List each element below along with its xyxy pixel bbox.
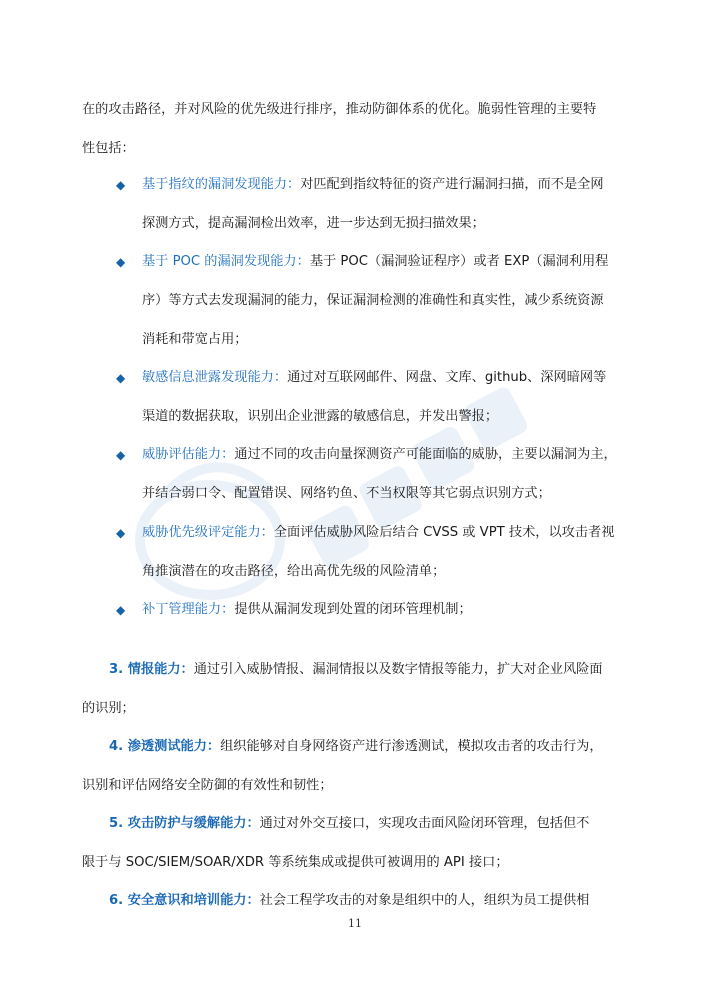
section-text: 社会工程学攻击的对象是组织中的人，组织为员工提供相 (259, 893, 590, 908)
diamond-bullet-icon: ◆ (116, 178, 126, 192)
bullet-title: 补丁管理能力： (142, 602, 235, 617)
section-title: 5. 攻击防护与缓解能力： (109, 816, 260, 831)
section-text: 组织能够对自身网络资产进行渗透测试，模拟攻击者的攻击行为， (220, 739, 603, 754)
section-title: 3. 情报能力： (109, 662, 194, 677)
bullet-text: 通过对互联网邮件、网盘、文库、github、深网暗网等 (287, 370, 607, 385)
page-number: 11 (348, 917, 362, 930)
bullet-title: 威胁优先级评定能力： (142, 525, 274, 540)
bullet-item-3-cont: 渠道的数据获取，识别出企业泄露的敏感信息，并发出警报； (142, 409, 499, 424)
diamond-bullet-icon: ◆ (116, 371, 126, 385)
bullet-item-1 (142, 166, 630, 205)
bullet-text: 基于 POC（漏洞验证程序）或者 EXP（漏洞利用程 (309, 254, 609, 269)
section-text: 通过对外交互接口，实现攻击面风险闭环管理，包括但不 (259, 816, 590, 831)
bullet-item-4-cont: 并结合弱口令、配置错误、网络钓鱼、不当权限等其它弱点识别方式； (142, 486, 551, 501)
bullet-item-4 (142, 436, 630, 475)
bullet-text: 全面评估威胁风险后结合 CVSS 或 VPT 技术，以攻击者视 (273, 525, 615, 540)
diamond-bullet-icon: ◆ (116, 255, 126, 269)
diamond-bullet-icon: ◆ (116, 603, 126, 617)
bullet-item-1-cont: 探测方式，提高漏洞检出效率，进一步达到无损扫描效果； (142, 216, 485, 231)
intro-line-1: 在的攻击路径，并对风险的优先级进行排序，推动防御体系的优化。脆弱性管理的主要特 (82, 102, 597, 117)
bullet-text: 提供从漏洞发现到处置的闭环管理机制； (234, 602, 472, 617)
section-4-line-2: 识别和评估网络安全防御的有效性和韧性； (82, 778, 333, 793)
section-text: 通过引入威胁情报、漏洞情报以及数字情报等能力，扩大对企业风险面 (193, 662, 603, 677)
bullet-item-2 (142, 243, 630, 282)
section-5-line-1 (82, 805, 630, 844)
section-3-line-2: 的识别； (82, 701, 135, 716)
bullet-title: 基于指纹的漏洞发现能力： (142, 177, 301, 192)
section-5-line-2: 限于与 SOC/SIEM/SOAR/XDR 等系统集成或提供可被调用的 API 接口； (82, 855, 509, 870)
bullet-title: 威胁评估能力： (142, 447, 235, 462)
intro-line-2: 性包括： (82, 141, 135, 156)
bullet-title: 基于 POC 的漏洞发现能力： (142, 254, 310, 269)
bullet-text: 通过不同的攻击向量探测资产可能面临的威胁，主要以漏洞为主， (234, 447, 617, 462)
bullet-item-2-cont: 序）等方式去发现漏洞的能力，保证漏洞检测的准确性和真实性，减少系统资源 (142, 293, 604, 308)
diamond-bullet-icon: ◆ (116, 448, 126, 462)
section-title: 6. 安全意识和培训能力： (109, 893, 260, 908)
section-4-line-1 (82, 728, 630, 767)
bullet-item-6 (142, 591, 630, 630)
bullet-item-3 (142, 359, 630, 398)
section-3-line-1 (82, 651, 630, 690)
bullet-item-5-cont: 角推演潜在的攻击路径，给出高优先级的风险清单； (142, 564, 446, 579)
section-title: 4. 渗透测试能力： (109, 739, 221, 754)
bullet-title: 敏感信息泄露发现能力： (142, 370, 288, 385)
bullet-item-5 (142, 514, 630, 553)
diamond-bullet-icon: ◆ (116, 526, 126, 540)
bullet-text: 对匹配到指纹特征的资产进行漏洞扫描，而不是全网 (300, 177, 604, 192)
bullet-item-2-cont: 消耗和带宽占用； (142, 332, 248, 347)
section-6-line-1 (82, 882, 630, 921)
